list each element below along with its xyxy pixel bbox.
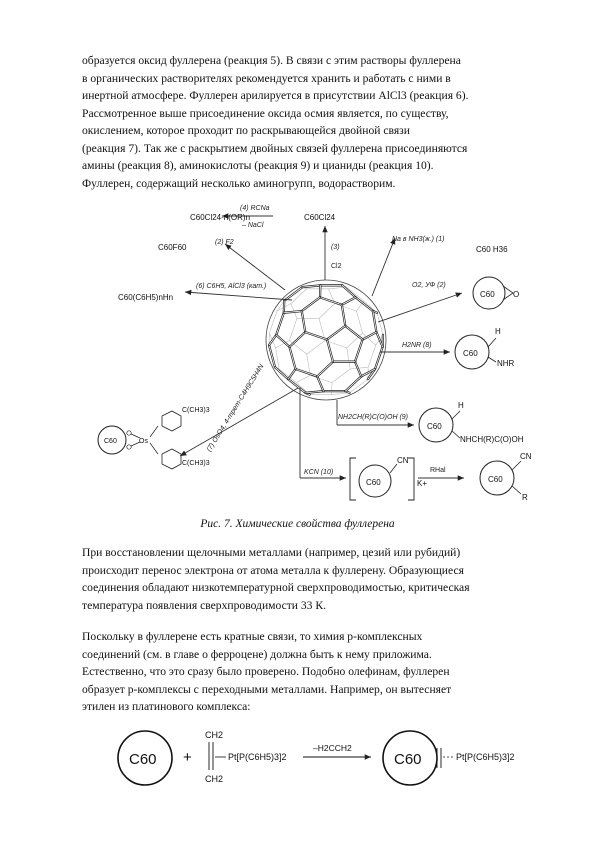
- product-cyanide-alkyl: [480, 452, 532, 502]
- product-c60f60: C60F60: [158, 243, 187, 252]
- reagent-r6: (6) C6H5, AlCl3 (кат.): [196, 283, 267, 290]
- text-line: Естественно, что это сразу было проверено. Подобно олефинам, фуллерен: [82, 665, 450, 678]
- text-line: Фуллерен, содержащий несколько аминогрупп, водорастворим.: [82, 176, 396, 190]
- text-line: Рассмотренное выше присоединение оксида осмия является, по существу,: [82, 106, 449, 120]
- arrow-na: [372, 238, 395, 296]
- svg-text:K+: K+: [417, 479, 428, 488]
- product-cyanide-salt: [350, 456, 427, 500]
- reagent-r3b: Cl2: [331, 263, 342, 270]
- product-c60-aryl: C60(C6H5)nHn: [118, 293, 174, 302]
- text-line: инертной атмосфере. Фуллерен арилируется в присутствии AlCl3 (реакция 6).: [82, 89, 469, 102]
- product-aminoacid: [419, 401, 524, 444]
- c60-reactant-label: C60: [129, 751, 157, 768]
- product-osmium-complex: [98, 407, 210, 469]
- product-amine: [455, 327, 515, 369]
- reagent-r2: (2) F2: [215, 239, 234, 246]
- text-line: температура появления сверхпроводимости 33 К.: [82, 598, 327, 612]
- reagent-r4b: – NaCl: [242, 222, 264, 229]
- svg-text:C(CH3)3: C(CH3)3: [182, 407, 210, 414]
- platinum-complex-equation: [0, 720, 595, 790]
- c60-product-label: C60: [394, 751, 422, 768]
- svg-text:R: R: [522, 493, 528, 502]
- text-line: соединения обладают низкотемпературной сверхпроводимостью, критическая: [82, 581, 470, 594]
- text-line: образуется оксид фуллерена (реакция 5). В связи с этим растворы фуллерена: [82, 54, 461, 67]
- reagent-r2o: O2, УФ (2): [412, 282, 446, 289]
- text-line: в органических растворителях рекомендуется хранить и работать с ними в: [82, 71, 451, 85]
- svg-text:CN: CN: [520, 452, 532, 461]
- pt-complex: Pt[P(C6H5)3]2: [228, 752, 287, 762]
- reagent-r4: (4) RCNa: [240, 205, 270, 212]
- reagent-r10: KCN (10): [304, 469, 334, 476]
- paragraph-superconductivity: [82, 544, 514, 614]
- pt-product: Pt[P(C6H5)3]2: [456, 752, 515, 762]
- ch2-bottom: CH2: [205, 774, 224, 784]
- svg-text:O: O: [513, 290, 520, 299]
- text-line: (реакция 7). Так же с раскрытием двойных связей фуллерена присоединяются: [82, 141, 468, 155]
- text-line: Поскольку в фуллерене есть кратные связи, то химия p-комплексных: [82, 630, 423, 643]
- svg-text:H: H: [458, 401, 464, 410]
- text-line: происходит перенос электрона от атома металла к фуллерену. Образующиеся: [82, 563, 464, 577]
- svg-text:CN: CN: [397, 456, 409, 465]
- arrow-label: –H2CCH2: [313, 743, 352, 753]
- text-line: амины (реакция 8), аминокислоты (реакция 9) и цианиды (реакция 10).: [82, 159, 434, 172]
- text-line: этилен из платинового комплекса:: [82, 700, 251, 713]
- paragraph-pi-complexes: [82, 628, 514, 716]
- figure-caption: Рис. 7. Химические свойства фуллерена: [200, 518, 395, 530]
- svg-text:C(CH3)3: C(CH3)3: [182, 460, 210, 467]
- reagent-r8: H2NR (8): [402, 342, 432, 349]
- reagent-rhal: RHal: [430, 467, 446, 474]
- svg-text:Os: Os: [139, 438, 148, 445]
- text-line: соединений (см. в главе о ферроцене) должна быть к нему приложима.: [82, 647, 432, 661]
- svg-text:NHR: NHR: [497, 359, 515, 368]
- reagent-r1: Na в NH3(ж.) (1): [392, 236, 445, 243]
- reagent-r7: (7) OsO4, 4-mpem-C4H9C5H4N: [205, 363, 266, 454]
- svg-text:C60: C60: [104, 438, 117, 445]
- svg-text:C60: C60: [427, 422, 442, 431]
- arrow-aryl: [185, 292, 292, 300]
- fullerene-c60-ball: [266, 280, 386, 400]
- text-line: окислением, которое проходит по раскрывающейся двойной связи: [82, 124, 410, 137]
- svg-text:C60: C60: [480, 290, 495, 299]
- svg-text:C60: C60: [366, 478, 381, 487]
- text-line: При восстановлении щелочными металлами (например, цезий или рубидий): [82, 546, 461, 559]
- svg-text:C60: C60: [488, 475, 503, 484]
- product-c60cl24: C60Cl24: [304, 213, 336, 222]
- ch2-top: CH2: [205, 730, 224, 740]
- product-c60h36: C60 H36: [476, 245, 508, 254]
- svg-text:NHCH(R)C(O)OH: NHCH(R)C(O)OH: [460, 435, 524, 444]
- plus-sign: +: [183, 749, 192, 766]
- product-c60cl24-or: C60Cl24-n(OR)n: [190, 213, 251, 222]
- reagent-r3: (3): [331, 244, 340, 251]
- svg-text:C60: C60: [463, 349, 478, 358]
- text-line: образует p-комплексы с переходными металлами. Например, он вытесняет: [82, 682, 452, 696]
- reagent-r9: NH2CH(R)C(O)OH (9): [338, 414, 408, 421]
- product-epoxide: [473, 277, 519, 309]
- svg-text:H: H: [495, 327, 501, 336]
- arrow-o2: [378, 293, 462, 322]
